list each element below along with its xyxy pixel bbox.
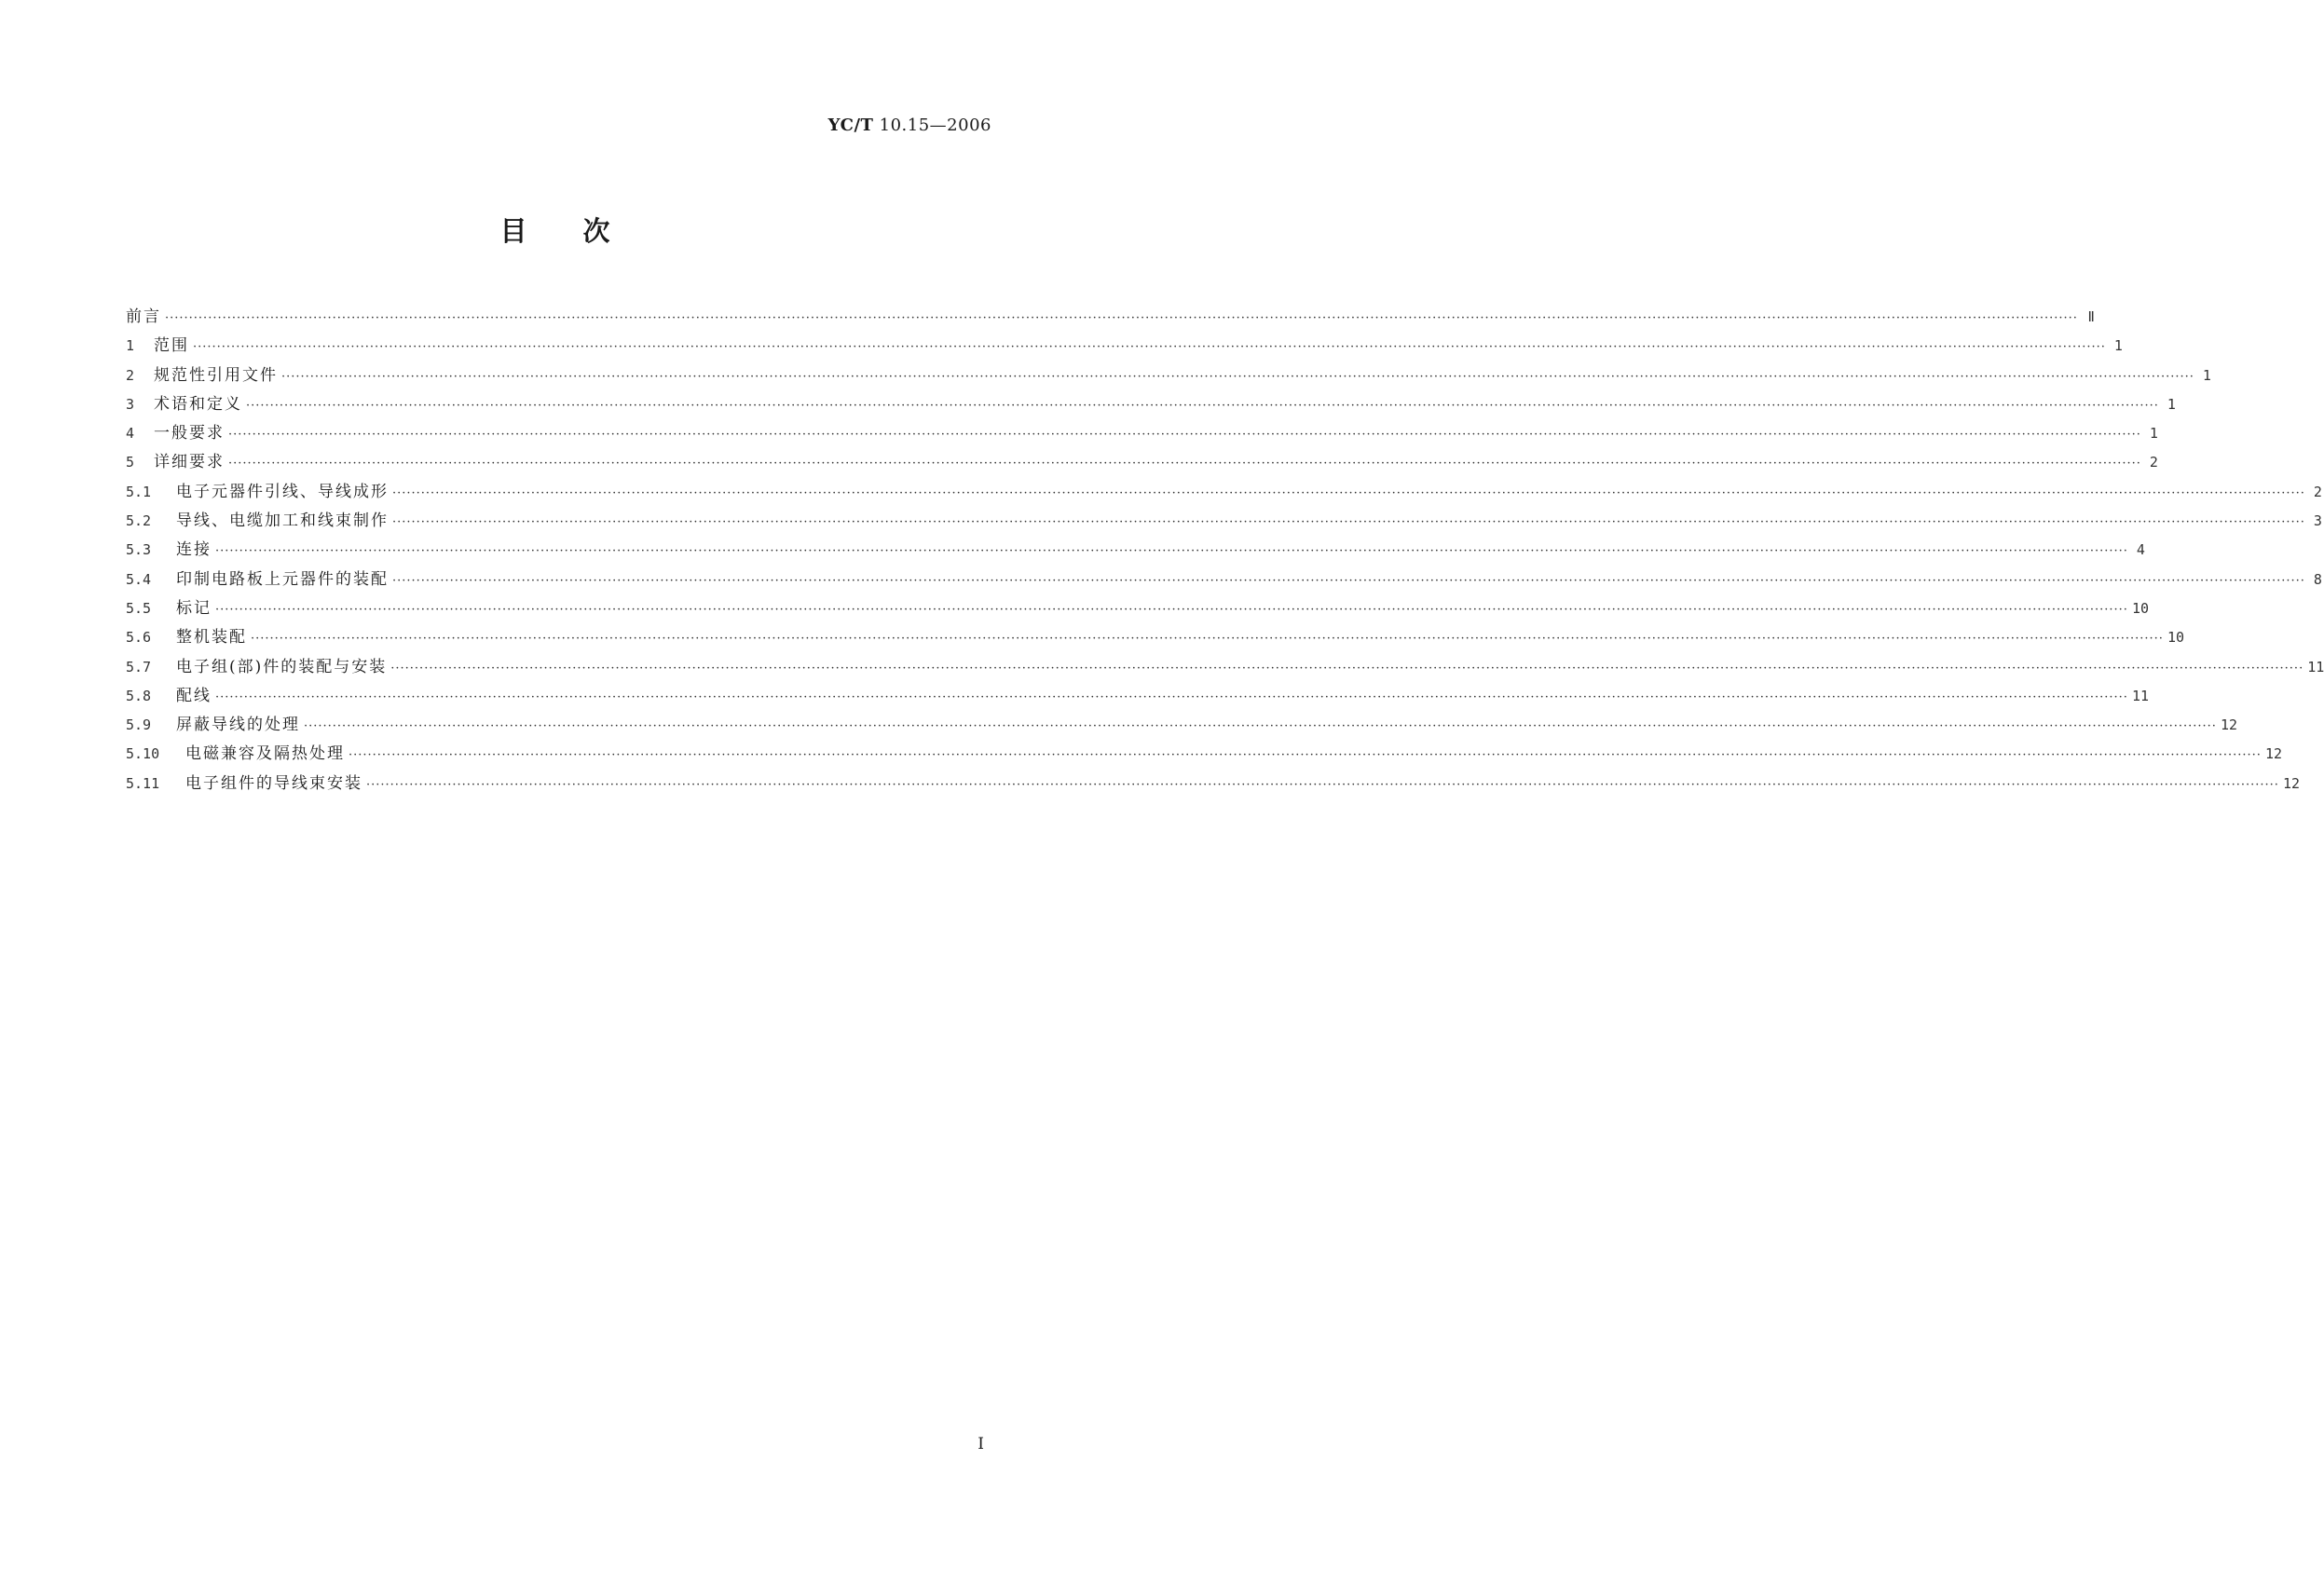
standard-code xyxy=(828,116,991,135)
toc-entry[interactable] xyxy=(126,303,2095,332)
toc-entry-number: 5.3 xyxy=(126,541,152,559)
toc-entry[interactable] xyxy=(126,478,2322,507)
toc-entry[interactable] xyxy=(126,448,2158,477)
toc-entry-number: 5.8 xyxy=(126,687,152,704)
toc-entry-page: 10 xyxy=(2131,599,2149,617)
toc-entry-label: 导线、电缆加工和线束制作 xyxy=(176,512,389,531)
toc-entry[interactable] xyxy=(126,623,2184,652)
toc-leader-dots: ················································································································································································································································································································································································································ xyxy=(366,777,2279,792)
toc-leader-dots: ················································································································································································································································································································································································································ xyxy=(228,428,2141,443)
toc-entry-page: 12 xyxy=(2220,716,2237,734)
toc-entry-page: 11 xyxy=(2307,658,2324,675)
toc-leader-dots: ················································································································································································································································································································································································································ xyxy=(392,573,2305,588)
toc-entry-label: 连接 xyxy=(176,540,212,560)
toc-entry-page: 1 xyxy=(2202,366,2211,384)
toc-entry[interactable] xyxy=(126,536,2145,565)
toc-entry-number: 1 xyxy=(126,337,135,355)
toc-entry-number: 3 xyxy=(126,395,135,413)
toc-entry-label: 详细要求 xyxy=(154,453,225,472)
toc-entry-page: 4 xyxy=(2136,541,2145,559)
toc-entry[interactable] xyxy=(126,711,2237,740)
toc-entry[interactable] xyxy=(126,332,2123,361)
toc-entry-label: 术语和定义 xyxy=(154,394,242,414)
toc-entry-label: 配线 xyxy=(176,686,212,705)
toc-entry-number: 5.5 xyxy=(126,599,152,617)
toc-entry-number: 5.1 xyxy=(126,483,152,500)
toc-entry[interactable] xyxy=(126,566,2322,594)
toc-leader-dots: ················································································································································································································································································································································································································ xyxy=(392,485,2305,500)
toc-leader-dots: ················································································································································································································································································································································································································ xyxy=(251,632,2164,647)
toc-entry-page: 11 xyxy=(2131,687,2149,704)
toc-entry-number: 5.11 xyxy=(126,774,160,792)
toc-entry-number: 5.9 xyxy=(126,716,152,734)
toc-leader-dots: ················································································································································································································································································································································································································ xyxy=(228,457,2141,471)
toc-entry[interactable] xyxy=(126,594,2149,623)
toc-entry[interactable] xyxy=(126,740,2282,769)
toc-leader-dots: ················································································································································································································································································································································································································ xyxy=(215,544,2128,559)
toc-entry-label: 印制电路板上元器件的装配 xyxy=(176,569,389,589)
toc-entry-page: Ⅱ xyxy=(2087,308,2095,325)
toc-entry-label: 电子组(部)件的装配与安装 xyxy=(176,657,388,676)
toc-entry[interactable] xyxy=(126,770,2300,798)
page-number: I xyxy=(977,1435,984,1453)
toc-entry-page: 2 xyxy=(2313,483,2322,500)
toc-entry-label: 电子组件的导线束安装 xyxy=(185,773,362,793)
toc-leader-dots: ················································································································································································································································································································································································································ xyxy=(165,311,2078,325)
toc-entry-number: 5.6 xyxy=(126,629,152,647)
toc-entry-number: 5 xyxy=(126,454,135,471)
toc-entry-number: 5.7 xyxy=(126,658,152,675)
toc-leader-dots: ················································································································································································································································································································································································································ xyxy=(215,689,2128,704)
toc-leader-dots: ················································································································································································································································································································································································································ xyxy=(304,719,2217,734)
toc-entry-number: 5.10 xyxy=(126,745,160,763)
toc-entry-label: 范围 xyxy=(154,336,189,356)
toc-entry-label: 屏蔽导线的处理 xyxy=(176,716,300,735)
toc-entry-page: 2 xyxy=(2149,454,2158,471)
toc-entry[interactable] xyxy=(126,507,2322,536)
toc-entry-page: 12 xyxy=(2282,774,2300,792)
table-of-contents xyxy=(126,303,2324,798)
toc-entry-label: 一般要求 xyxy=(154,424,225,443)
toc-entry[interactable] xyxy=(126,682,2149,711)
toc-entry-page: 1 xyxy=(2149,425,2158,443)
toc-title: 目次 xyxy=(499,215,666,247)
toc-entry[interactable] xyxy=(126,362,2211,390)
standard-number: 10.15—2006 xyxy=(879,116,991,135)
toc-entry[interactable] xyxy=(126,419,2158,448)
toc-entry-page: 12 xyxy=(2264,745,2282,763)
toc-entry[interactable] xyxy=(126,653,2324,682)
toc-leader-dots: ················································································································································································································································································································································································································ xyxy=(349,748,2262,763)
toc-entry-label: 电磁兼容及隔热处理 xyxy=(185,744,345,764)
toc-entry-number: 4 xyxy=(126,425,135,443)
toc-leader-dots: ················································································································································································································································································································································································································ xyxy=(281,369,2194,384)
toc-entry-number: 5.4 xyxy=(126,570,152,588)
toc-entry-number: 2 xyxy=(126,366,135,384)
toc-entry-page: 1 xyxy=(2167,395,2176,413)
toc-entry-label: 前言 xyxy=(126,307,161,326)
toc-entry-page: 1 xyxy=(2113,337,2123,355)
toc-entry[interactable] xyxy=(126,390,2176,419)
toc-entry-label: 规范性引用文件 xyxy=(154,365,278,385)
toc-entry-label: 标记 xyxy=(176,598,212,618)
toc-leader-dots: ················································································································································································································································································································································································································ xyxy=(392,515,2305,530)
toc-entry-number: 5.2 xyxy=(126,512,152,530)
toc-leader-dots: ················································································································································································································································································································································································································ xyxy=(193,340,2106,355)
toc-leader-dots: ················································································································································································································································································································································································································ xyxy=(246,398,2159,413)
toc-entry-page: 8 xyxy=(2313,570,2322,588)
toc-entry-label: 整机装配 xyxy=(176,628,247,648)
toc-entry-page: 10 xyxy=(2167,629,2184,647)
toc-entry-label: 电子元器件引线、导线成形 xyxy=(176,482,389,501)
standard-prefix: YC/T xyxy=(827,116,874,135)
toc-leader-dots: ················································································································································································································································································································································································································ xyxy=(215,602,2128,617)
toc-entry-page: 3 xyxy=(2313,512,2322,530)
toc-leader-dots: ················································································································································································································································································································································································································ xyxy=(390,661,2304,675)
